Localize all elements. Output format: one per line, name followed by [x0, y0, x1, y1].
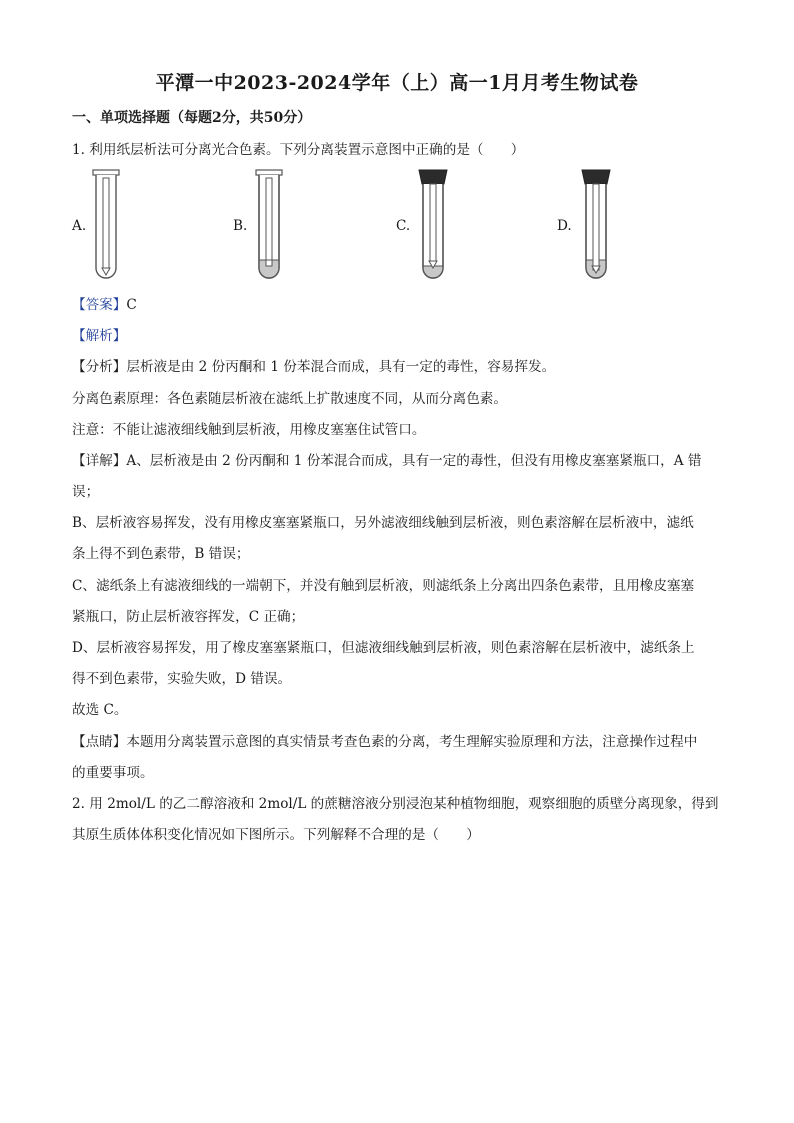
- fenxi-text: 层析液是由 2 份丙酮和 1 份苯混合而成，具有一定的毒性，容易挥发。: [126, 359, 556, 375]
- note-line: 注意：不能让滤液细线触到层析液，用橡皮塞塞住试管口。: [72, 422, 426, 438]
- detail-c-line-1: C、滤纸条上有滤液细线的一端朝下，并没有触到层析液，则滤纸条上分离出四条色素带，且用橡皮塞塞: [72, 578, 695, 594]
- option-c-label: C.: [396, 218, 411, 234]
- detail-tag: 【详解】: [72, 453, 127, 469]
- detail-a-line-2: 误；: [72, 484, 100, 500]
- detail-d-line-1: D、层析液容易挥发，用了橡皮塞塞紧瓶口，但滤液细线触到层析液，则色素溶解在层析液中，滤纸条上: [72, 640, 695, 656]
- answer-tag: 【答案】: [72, 297, 127, 313]
- dianjing-line-2: 的重要事项。: [72, 765, 154, 781]
- detail-a-text: A、层析液是由 2 份丙酮和 1 份苯混合而成，具有一定的毒性，但没有用橡皮塞塞紧瓶口，A 错: [126, 453, 702, 469]
- detail-b-line-2: 条上得不到色素带，B 错误；: [72, 546, 250, 562]
- dianjing-text: 本题用分离装置示意图的真实情景考查色素的分离，考生理解实验原理和方法，注意操作过程中: [126, 734, 698, 750]
- dianjing-line-1: [72, 732, 697, 752]
- option-d-tube-diagram: [579, 168, 613, 286]
- detail-b-line-1: B、层析液容易挥发，没有用橡皮塞塞紧瓶口，另外滤液细线触到层析液，则色素溶解在层析液中，滤纸: [72, 515, 694, 531]
- fenxi-tag: 【分析】: [72, 359, 127, 375]
- dianjing-tag: 【点睛】: [72, 734, 127, 750]
- option-b-tube-diagram: [253, 168, 285, 286]
- option-d-label: D.: [557, 218, 572, 234]
- answer-value: C: [126, 297, 137, 313]
- analysis-heading: [72, 326, 126, 346]
- option-c-tube-diagram: [416, 168, 450, 286]
- detail-d-line-2: 得不到色素带，实验失败，D 错误。: [72, 671, 292, 687]
- answer-line: [72, 295, 137, 315]
- page-title: 平潭一中2023-2024学年（上）高一1月月考生物试卷: [155, 72, 639, 94]
- detail-c-line-2: 紧瓶口，防止层析液容挥发，C 正确；: [72, 609, 305, 625]
- question-2-line-1: 2. 用 2mol/L 的乙二醇溶液和 2mol/L 的蔗糖溶液分别浸泡某种植物细胞，观察细胞的质壁分离现象，得到: [72, 796, 719, 812]
- question-2-line-2: 其原生质体体积变化情况如下图所示。下列解释不合理的是（ ）: [72, 827, 480, 843]
- fenxi-line: [72, 357, 555, 377]
- option-b-label: B.: [233, 218, 248, 234]
- conclusion-line: 故选 C。: [72, 702, 128, 718]
- option-a-tube-diagram: [90, 168, 122, 286]
- detail-a-line-1: [72, 451, 701, 471]
- principle-line: 分离色素原理：各色素随层析液在滤纸上扩散速度不同，从而分离色素。: [72, 391, 507, 407]
- question-1-stem: 1. 利用纸层析法可分离光合色素。下列分离装置示意图中正确的是（ ）: [72, 142, 525, 158]
- analysis-tag: 【解析】: [72, 328, 127, 344]
- section-heading: 一、单项选择题（每题2分，共50分）: [72, 110, 312, 126]
- option-a-label: A.: [72, 218, 87, 234]
